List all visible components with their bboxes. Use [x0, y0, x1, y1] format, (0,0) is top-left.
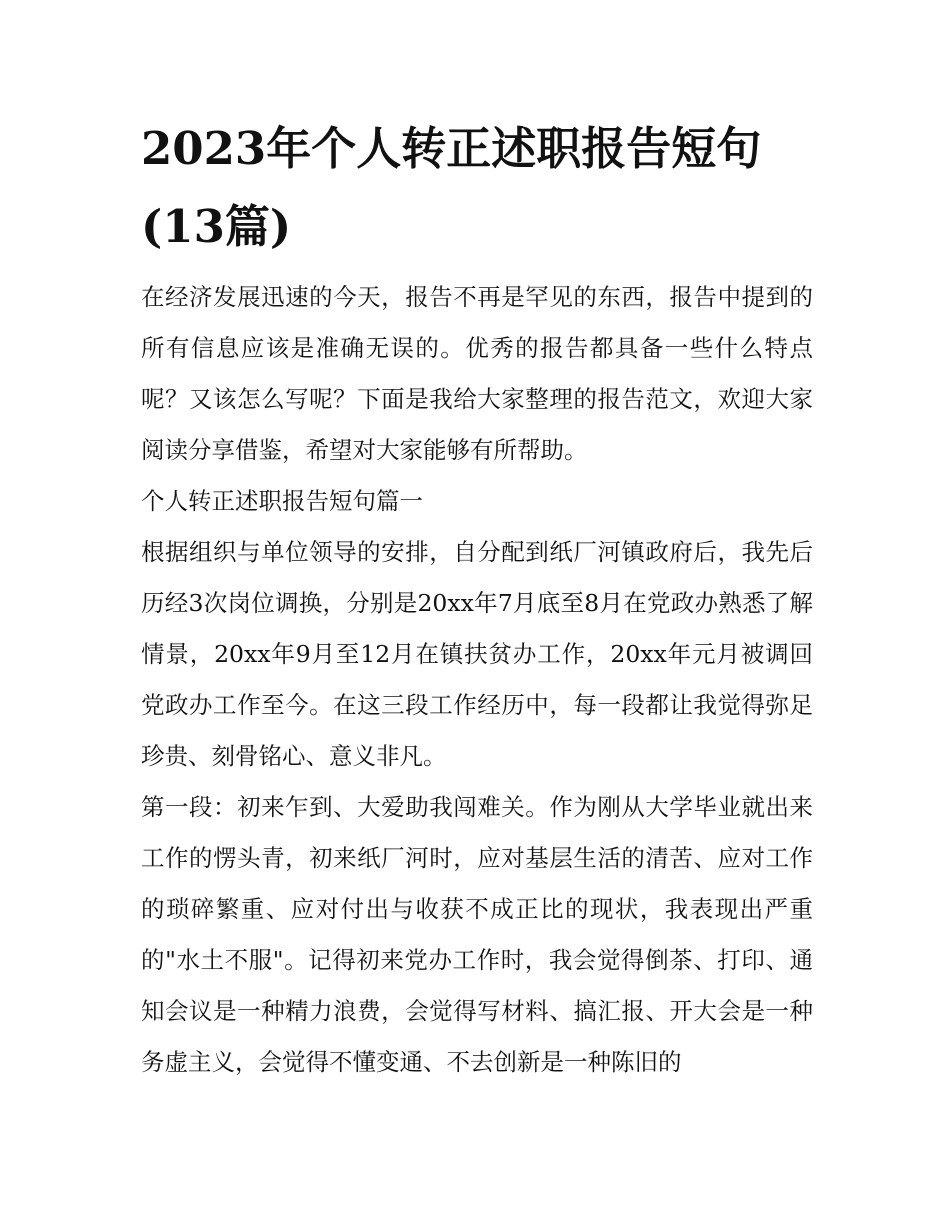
body-paragraph: 根据组织与单位领导的安排，自分配到纸厂河镇政府后，我先后历经3次岗位调换，分别是20xx年7月底至8月在党政办熟悉了解情景，20xx年9月至12月在镇扶贫办工作，20xx年元月被调回党政办工作至今。在这三段工作经历中，每一段都让我觉得弥足珍贵、刻骨铭心、意义非凡。 [141, 538, 813, 770]
body-paragraph: 第一段：初来乍到、大爱助我闯难关。作为刚从大学毕业就出来工作的愣头青，初来纸厂河时，应对基层生活的清苦、应对工作的琐碎繁重、应对付出与收获不成正比的现状，我表现出严重的"水土不服"。记得初来党办工作时，我会觉得倒茶、打印、通知会议是一种精力浪费，会觉得写材料、搞汇报、开大会是一种务虚主义，会觉得不懂变通、不去创新是一种陈旧的 [141, 793, 813, 1076]
intro-paragraph: 在经济发展迅速的今天，报告不再是罕见的东西，报告中提到的所有信息应该是准确无误的。优秀的报告都具备一些什么特点呢？又该怎么写呢？下面是我给大家整理的报告范文，欢迎大家阅读分享借鉴，希望对大家能够有所帮助。 [141, 283, 813, 464]
document-title: 2023年个人转正述职报告短句(13篇) [141, 122, 762, 253]
document-page [141, 110, 813, 1088]
section-heading: 个人转正述职报告短句篇一 [141, 487, 423, 515]
